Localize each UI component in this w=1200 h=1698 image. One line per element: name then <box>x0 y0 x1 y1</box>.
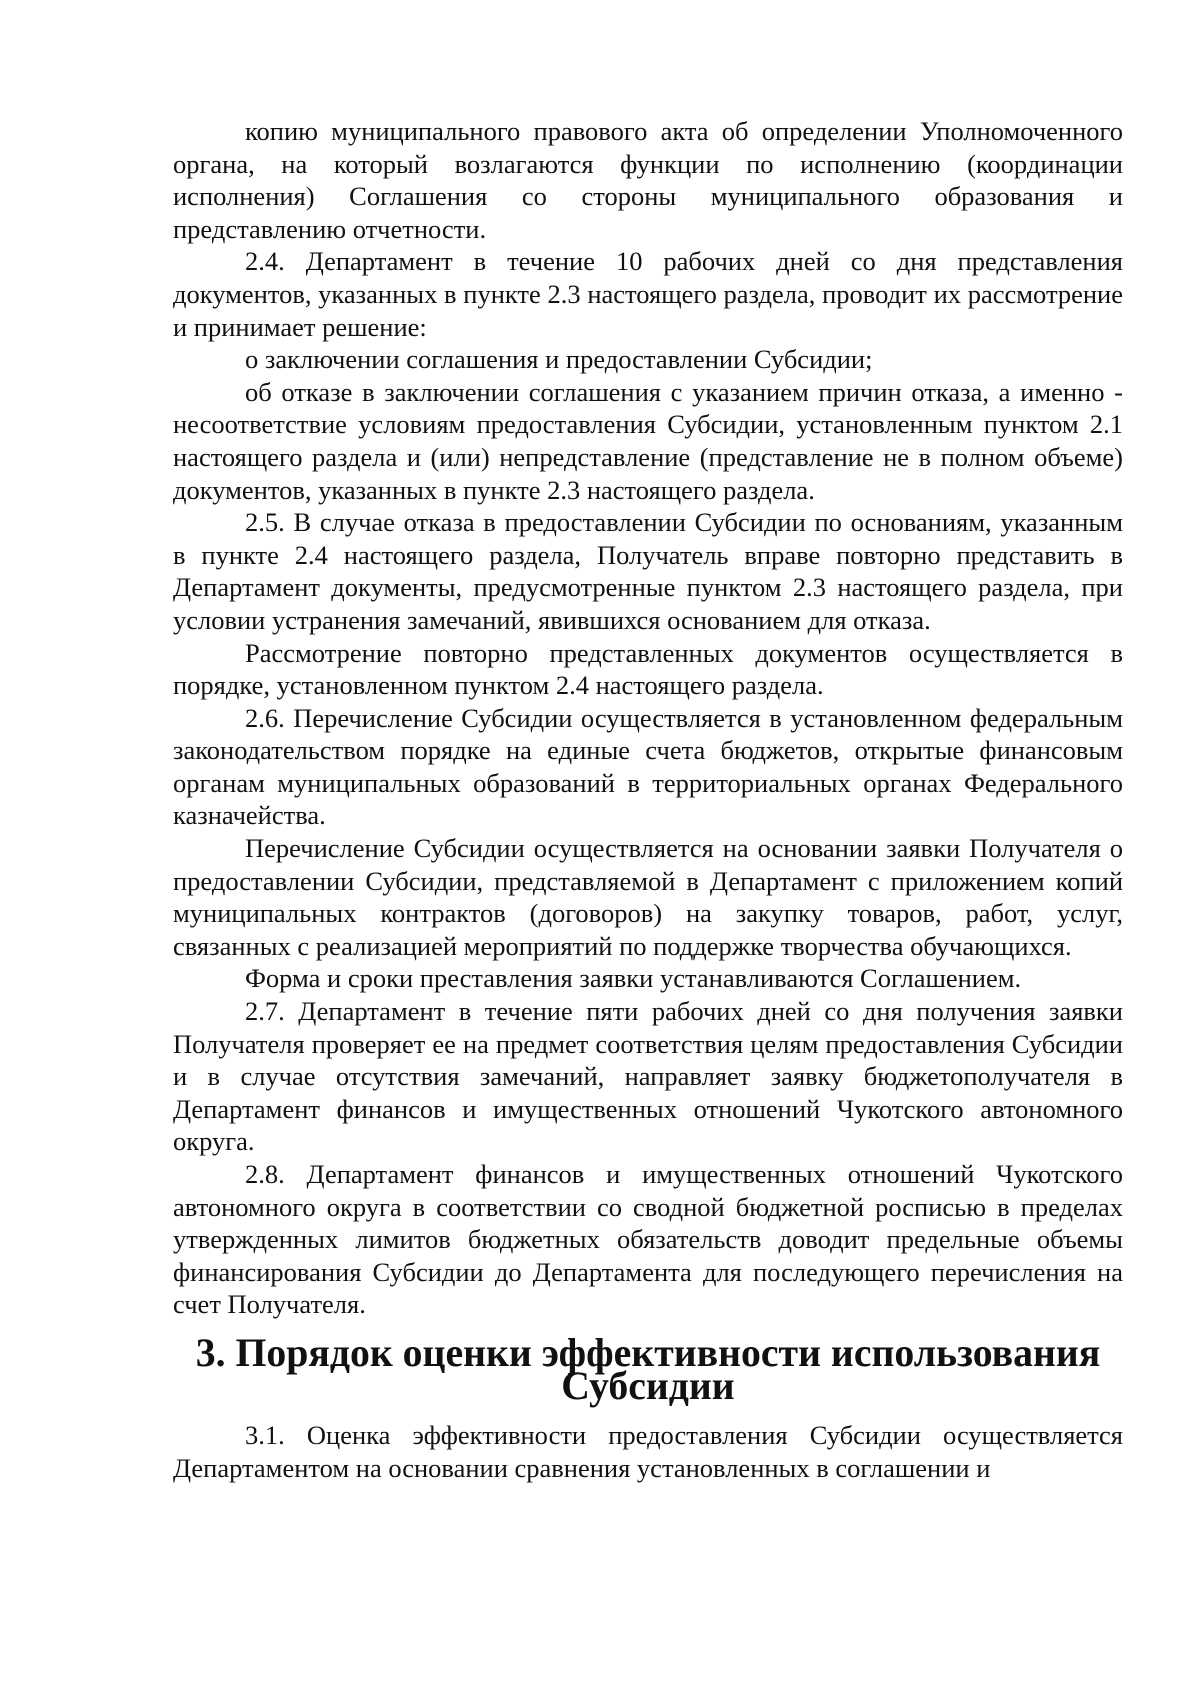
paragraph-2-7: 2.7. Департамент в течение пяти рабочих дней со дня получения заявки Получателя проверяет ее на предмет соответствия целям предоставления Субсидии и в случае отсутствия замечаний, направляет заявку бюджетополучателя в Департамент финансов и имущественных отношений Чукотского автономного округа. <box>173 996 1123 1157</box>
document-page <box>173 115 1123 1484</box>
paragraph-2-8: 2.8. Департамент финансов и имущественных отношений Чукотского автономного округа в соответствии со сводной бюджетной росписью в пределах утвержденных лимитов бюджетных обязательств доводит предельные объемы финансирования Субсидии до Департамента для последующего перечисления на счет Получателя. <box>173 1159 1123 1320</box>
paragraph-municipal-act-copy: копию муниципального правового акта об определении Уполномоченного органа, на который возлагаются функции по исполнению (координации исполнения) Соглашения со стороны муниципального образования и представлению отчетности. <box>173 116 1123 244</box>
paragraph-2-6: 2.6. Перечисление Субсидии осуществляется в установленном федеральным законодательством порядке на единые счета бюджетов, открытые финансовым органам муниципальных образований в территориальных органах Федерального казначейства. <box>173 702 1123 831</box>
paragraph-3-1: 3.1. Оценка эффективности предоставления Субсидии осуществляется Департаментом на основании сравнения установленных в соглашении и <box>173 1420 1123 1483</box>
paragraph-2-5-review: Рассмотрение повторно представленных документов осуществляется в порядке, установленном пунктом 2.4 настоящего раздела. <box>173 637 1123 701</box>
section-heading: 3. Порядок оценки эффективности использования Субсидии <box>195 1330 1101 1408</box>
paragraph-2-6-application: Перечисление Субсидии осуществляется на основании заявки Получателя о предоставлении Субсидии, представляемой в Департамент с приложением копий муниципальных контрактов (договоров) на закупку товаров, работ, услуг, связанных с реализацией мероприятий по поддержке творчества обучающихся. <box>173 833 1123 961</box>
paragraph-2-4-refusal: об отказе в заключении соглашения с указанием причин отказа, а именно - несоответствие условиям предоставления Субсидии, установленным пунктом 2.1 настоящего раздела и (или) непредставление (представление не в полном объеме) документов, указанных в пункте 2.3 настоящего раздела. <box>173 376 1123 505</box>
paragraph-2-4-agreement: о заключении соглашения и предоставлении Субсидии; <box>245 344 873 375</box>
paragraph-2-6-form: Форма и сроки преставления заявки устанавливаются Соглашением. <box>245 963 1022 994</box>
paragraph-2-5: 2.5. В случае отказа в предоставлении Субсидии по основаниям, указанным в пункте 2.4 настоящего раздела, Получатель вправе повторно представить в Департамент документы, предусмотренные пунктом 2.3 настоящего раздела, при условии устранения замечаний, явившихся основанием для отказа. <box>173 507 1123 635</box>
paragraph-2-4: 2.4. Департамент в течение 10 рабочих дней со дня представления документов, указанных в пункте 2.3 настоящего раздела, проводит их рассмотрение и принимает решение: <box>173 246 1123 342</box>
